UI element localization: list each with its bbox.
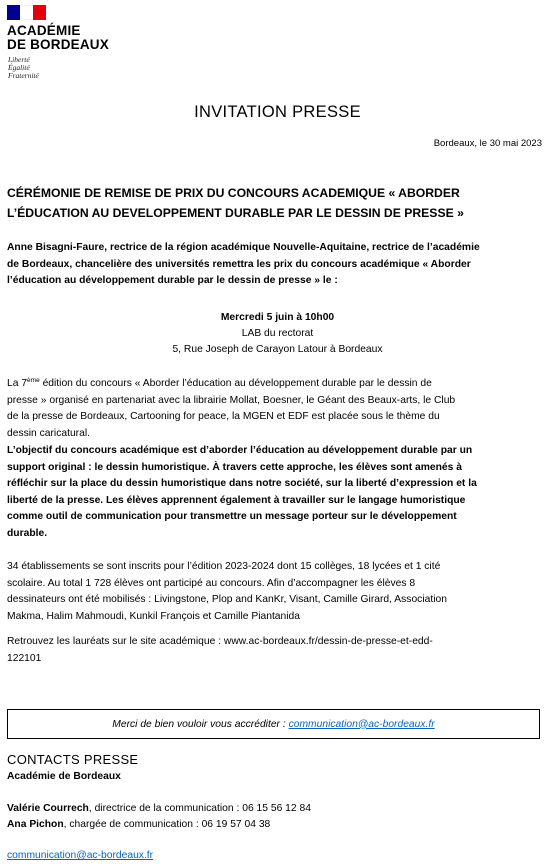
contact-role: , chargée de communication : 06 19 57 04 38: [63, 819, 271, 830]
motto-liberte: Liberté: [8, 55, 30, 64]
text-line: dessin caricatural.: [7, 427, 90, 439]
text-line: 34 établissements se sont inscrits pour l’édition 2023-2024 dont 15 collèges, 18 lycées et 1 cité: [7, 561, 441, 572]
contact-name: Valérie Courrech: [7, 803, 89, 814]
french-flag-icon: [7, 5, 46, 20]
objective-paragraph: [7, 443, 547, 542]
ceremony-heading: [7, 183, 547, 223]
edition-paragraph: [7, 376, 547, 442]
text-line: réfléchir sur la place du dessin humoristique dans notre société, sur la liberté d’expression et la: [7, 478, 477, 489]
date: Bordeaux, le 30 mai 2023: [433, 138, 542, 149]
page-title: INVITATION PRESSE: [194, 103, 361, 121]
contact-role: , directrice de la communication : 06 15 56 12 84: [88, 803, 311, 814]
event-address: 5, Rue Joseph de Carayon Latour à Bordeaux: [172, 344, 383, 355]
contact-name: Ana Pichon: [7, 819, 64, 830]
text-line: l’éducation au développement durable par le dessin de presse » le :: [7, 275, 338, 286]
logo-de-bordeaux: DE BORDEAUX: [7, 37, 109, 52]
accreditation-text: Merci de bien vouloir vous accréditer :: [112, 718, 286, 730]
event-where: LAB du rectorat: [241, 328, 314, 339]
contacts-email-link[interactable]: communication@ac-bordeaux.fr: [7, 850, 154, 861]
contacts-org: Académie de Bordeaux: [7, 771, 121, 782]
text-line: Retrouvez les lauréats sur le site académique : www.ac-bordeaux.fr/dessin-de-presse-et-edd-: [7, 636, 433, 647]
accreditation-box: [7, 709, 540, 739]
text-line: durable.: [7, 527, 48, 539]
text-line: de Bordeaux, chancelière des universités remettra les prix du concours académique « Aborder: [7, 258, 471, 270]
contact-person: [7, 801, 547, 818]
text-line: L’objectif du concours académique est d’aborder l’éducation au développement durable par un: [7, 445, 473, 456]
laureates-paragraph: [7, 634, 547, 667]
heading-line: CÉRÉMONIE DE REMISE DE PRIX DU CONCOURS ACADEMIQUE « ABORDER: [7, 186, 460, 200]
motto-egalite: Égalité: [8, 63, 30, 72]
heading-line: L’ÉDUCATION AU DEVELOPPEMENT DURABLE PAR LE DESSIN DE PRESSE »: [7, 206, 464, 220]
accreditation-email-link[interactable]: communication@ac-bordeaux.fr: [288, 718, 435, 730]
text-line: scolaire. Au total 1 728 élèves ont participé au concours. Afin d’accompagner les élèves 8: [7, 577, 416, 589]
intro-paragraph: [7, 240, 547, 290]
contact-person: [7, 817, 547, 834]
text-line: La 7ème édition du concours « Aborder l’éducation au développement durable par le dessin de: [7, 377, 432, 389]
text-line: liberté de la presse. Les élèves apprennent également à travailler sur le langage humoristique: [7, 494, 466, 506]
text-line: Anne Bisagni-Faure, rectrice de la région académique Nouvelle-Aquitaine, rectrice de l’académie: [7, 242, 480, 253]
text-line: de la presse de Bordeaux, Cartooning for peace, la MGEN et EDF est placée sous le thème du: [7, 411, 440, 422]
text-line: 122101: [7, 652, 42, 664]
participation-paragraph: [7, 559, 547, 625]
text-line: dessinateurs ont été mobilisés : Livingstone, Plop and KanKr, Visant, Camille Girard, Association: [7, 594, 447, 605]
text-line: presse » organisé en partenariat avec la librairie Mollat, Boesner, le Géant des Beaux-arts, le Club: [7, 394, 456, 406]
text-line: Makma, Halim Mahmoudi, Kunkil François et Camille Piantanida: [7, 610, 301, 622]
text-line: comme outil de communication pour transmettre un message porteur sur le développement: [7, 511, 457, 522]
text-line: support original : le dessin humoristique. À travers cette approche, les élèves sont amenés à: [7, 461, 462, 473]
contacts-title: CONTACTS PRESSE: [7, 752, 139, 767]
contacts-email-row: [7, 848, 547, 865]
event-when: Mercredi 5 juin à 10h00: [220, 312, 335, 323]
motto-fraternite: Fraternité: [8, 71, 39, 80]
logo-academie: ACADÉMIE: [7, 23, 81, 38]
